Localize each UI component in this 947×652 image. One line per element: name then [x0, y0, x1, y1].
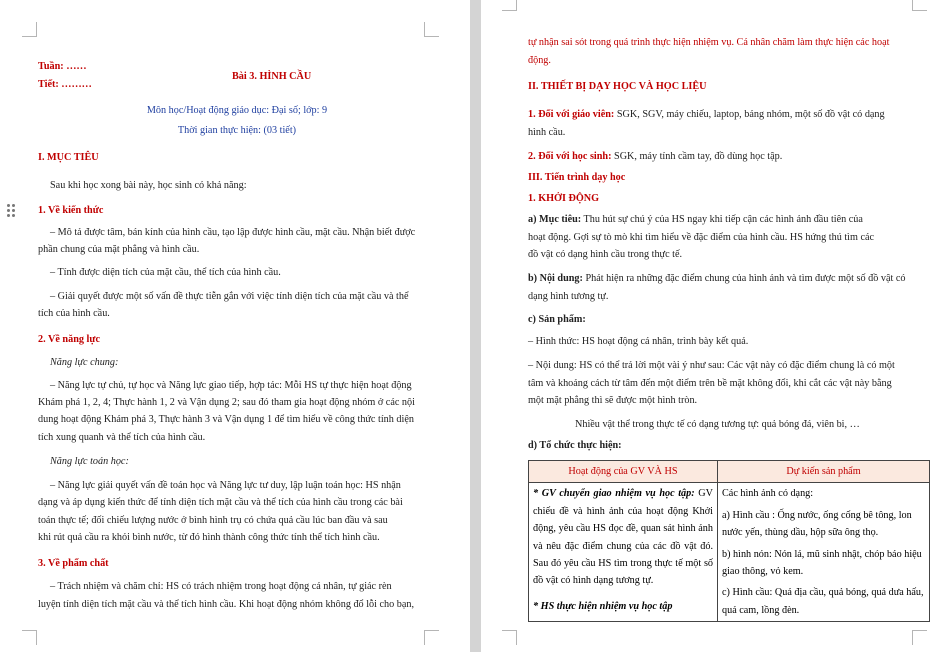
heading-equipment: II. THIẾT BỊ DẠY HỌC VÀ HỌC LIỆU [528, 81, 707, 92]
week-label: Tuần: …… [38, 61, 87, 72]
general-1: – Năng lực tự chủ, tự học và Năng lực giao tiếp, hợp tác: Mỗi HS tự thực hiện hoạt động [50, 380, 412, 391]
teacher-task-label: * GV chuyển giao nhiệm vụ học tập: [533, 488, 695, 500]
general-2: Khám phá 1, 2, 4; Thực hành 1, 2 và Vận dụng 2; sau đó tham gia hoạt động nhóm ở các nội [38, 397, 415, 408]
product-4: Nhiều vật thể trong thực tế có dạng tương tự: quả bóng đá, viên bi, … [575, 419, 860, 430]
student-task-label: * HS thực hiện nhiệm vụ học tập [533, 600, 673, 612]
content-line-2: dạng hình tương tự. [528, 291, 609, 302]
continue-1-text: tự nhận sai sót trong quá trình thực hiện nhiệm vụ. Cá nhân chăm làm thực hiện các hoạt [528, 37, 890, 48]
table-header-product: Dự kiến sản phẩm [718, 461, 930, 483]
math-1: – Năng lực giải quyết vấn đề toán học và Năng lực tư duy, lập luận toán học: HS nhận [50, 480, 401, 491]
aim-label: a) Mục tiêu: [528, 214, 582, 225]
product-item: c) Hình cầu: Quả địa cầu, quả bóng, quả dưa hấu, quả cam, lồng đèn. [722, 587, 924, 616]
product-label: c) Sản phẩm: [528, 314, 586, 325]
content-label: b) Nội dung: [528, 273, 583, 284]
table-header-activity: Hoạt động của GV VÀ HS [529, 461, 718, 483]
math-3: toán thực tế; đối chiếu lượng nước ở bình hình trụ có chứa quả cầu lúc ban đầu và sau [38, 515, 388, 526]
heading-quality: 3. Về phẩm chất [38, 558, 109, 569]
table-cell-product [718, 483, 930, 622]
continue-2: động. [528, 55, 551, 66]
subject-line: Môn học/Hoạt động giáo dục: Đại số; lớp: 9 [146, 105, 328, 116]
teacher-line [528, 106, 885, 123]
crop-mark [912, 0, 927, 11]
crop-mark [22, 22, 37, 37]
content-line-1 [528, 270, 905, 287]
product-2: tâm và khoảng cách từ tâm đến một điểm trên bề mặt không đổi, khi cắt các vật này bằng [528, 378, 892, 389]
knowledge-2: – Tính được diện tích của mặt cầu, thể tích của hình cầu. [50, 267, 281, 278]
knowledge-3a: – Giải quyết được một số vấn đề thực tiễn gắn với việc tính diện tích của mặt cầu và thể [50, 291, 409, 302]
teacher-line-2: hình cầu. [528, 127, 566, 138]
math-competence: Năng lực toán học: [50, 456, 129, 467]
organization-label: d) Tổ chức thực hiện: [528, 440, 622, 451]
aim-text-1: Thu hút sự chú ý của HS ngay khi tiếp cận các hình ảnh đầu tiên của [581, 214, 863, 225]
knowledge-1a: – Mô tả được tâm, bán kính của hình cầu, tạo lập được hình cầu, mặt cầu. Nhận biết được [50, 227, 416, 238]
crop-mark [502, 630, 517, 645]
content-text-1: Phát hiện ra những đặc điểm chung của hình ảnh và tìm được một số đồ vật có [582, 273, 906, 284]
crop-mark [424, 22, 439, 37]
crop-mark [912, 630, 927, 645]
time-line: Thời gian thực hiện: (03 tiết) [177, 125, 297, 136]
student-label: 2. Đối với học sinh: [528, 151, 612, 162]
general-competence: Năng lực chung: [50, 357, 119, 368]
lesson-title: Bài 3. HÌNH CẦU [232, 71, 312, 82]
teacher-task-text: GV chiếu đề và hình ảnh của hoạt động Khởi động, yêu cầu HS đọc đề, quan sát hình ảnh và nêu đặc điểm chung của các đồ vật đó. Sau đó yêu cầu HS tìm trong thực tế một số đồ vật có hình dạng tương tự. [533, 488, 713, 587]
product-item: a) Hình cầu : Ống nước, ống cống bê tông, lon nước yến, thùng dầu, hộp sữa ông thọ. [722, 509, 912, 539]
activity-table [528, 460, 930, 622]
table-cell-activity [529, 483, 718, 622]
table-row [529, 461, 930, 483]
math-4: khi rút quả cầu ra khỏi bình nước, từ đó hình thành công thức tính thể tích hình cầu. [38, 532, 380, 543]
heading-process: III. Tiến trình dạy học [528, 172, 626, 183]
period-label: Tiết: ……… [38, 79, 92, 90]
heading-knowledge: 1. Về kiến thức [38, 205, 104, 216]
general-4: tích xung quanh và thể tích của hình cầu. [38, 432, 206, 443]
product-1: – Nội dung: HS có thể trả lời một vài ý như sau: Các vật này có đặc điểm chung là có một [528, 360, 895, 371]
table-row [529, 483, 930, 622]
aim-line-1 [528, 211, 863, 228]
crop-mark [424, 630, 439, 645]
student-text: SGK, máy tính cầm tay, đồ dùng học tập. [611, 151, 783, 162]
knowledge-3b: tích của hình cầu. [38, 308, 110, 319]
teacher-text: SGK, SGV, máy chiếu, laptop, bảng nhóm, một số đồ vật có dạng [614, 109, 885, 120]
quality-1: – Trách nhiệm và chăm chỉ: HS có trách nhiệm trong hoạt động cá nhân, tự giác rèn [50, 581, 392, 592]
product-item: b) hình nón: Nón lá, mũ sinh nhật, chóp báo hiệu giao thông, vỏ kem. [722, 548, 922, 578]
aim-line-2: hoạt động. Gợi sự tò mò khi tìm hiểu về đặc điểm của hình cầu. HS hứng thú tìm các [528, 232, 875, 243]
heading-competence: 2. Về năng lực [38, 334, 100, 345]
math-2: dạng và áp dụng kiến thức để tính diện tích mặt cầu và thể tích của hình cầu trong các bài [38, 497, 403, 508]
teacher-label: 1. Đối với giáo viên: [528, 109, 615, 120]
heading-objectives: I. MỤC TIÊU [38, 152, 99, 163]
continue-1 [528, 34, 889, 51]
crop-mark [502, 0, 517, 11]
quality-2: luyện tính diện tích mặt cầu và thể tích hình cầu. Khi hoạt động nhóm không đổ lỗi cho bạn, [38, 599, 415, 610]
heading-start: 1. KHỞI ĐỘNG [528, 193, 600, 204]
crop-mark [22, 630, 37, 645]
product-3: một mặt phẳng thì sẽ được một hình tròn. [528, 395, 698, 406]
student-line [528, 148, 782, 165]
intro-text: Sau khi học xong bài này, học sinh có khả năng: [50, 180, 247, 191]
product-item: Các hình ảnh có dạng: [722, 488, 814, 500]
general-3: dung hoạt động Khám phá 3, Thực hành 3 và Vận dụng 1 để tìm hiểu về công thức tính diện [38, 414, 414, 425]
aim-line-3: đồ vật có dạng hình cầu trong thực tế. [528, 249, 683, 260]
product-form: – Hình thức: HS hoạt động cá nhân, trình bày kết quả. [528, 336, 749, 347]
page-gap [470, 0, 481, 652]
knowledge-1b: phần chung của mặt phẳng và hình cầu. [38, 244, 200, 255]
